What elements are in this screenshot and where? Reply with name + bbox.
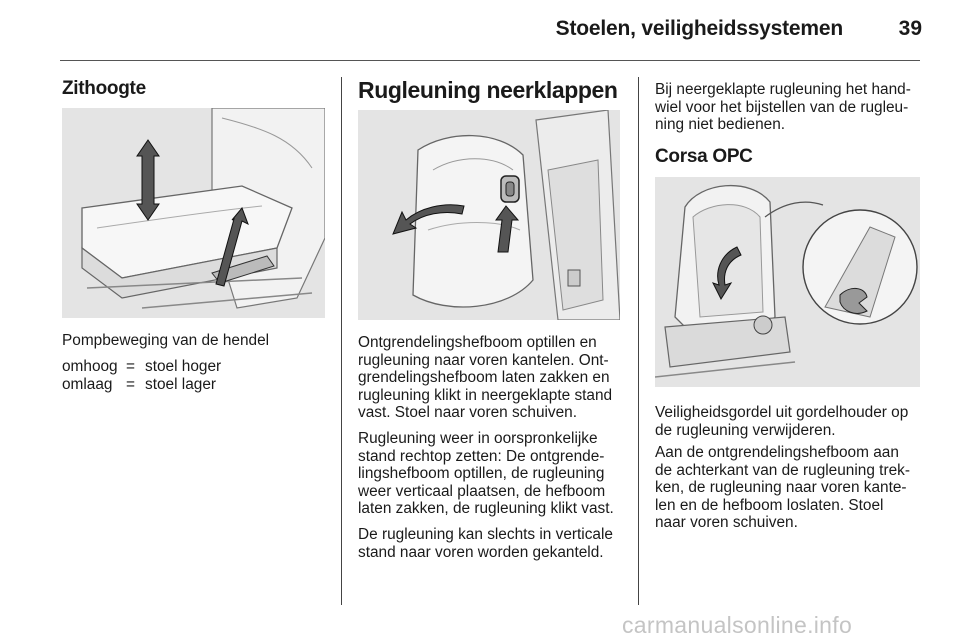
paragraph <box>358 334 612 422</box>
text-line: laten zakken, de rugleuning klikt vast. <box>358 500 614 518</box>
opc-seat-illustration <box>655 177 920 387</box>
header-rule <box>60 60 920 61</box>
paragraph <box>655 404 908 439</box>
page-number: 39 <box>898 17 922 40</box>
definition-row <box>62 358 221 376</box>
definition-desc: stoel hoger <box>145 358 222 375</box>
caption-pump: Pompbeweging van de hendel <box>62 332 270 349</box>
paragraph <box>358 526 613 561</box>
page-header <box>0 17 960 47</box>
heading-zithoogte: Zithoogte <box>62 78 146 99</box>
text-line: vast. Stoel naar voren schuiven. <box>358 404 578 422</box>
text-line: Veiligheidsgordel uit gordelhouder op <box>655 404 909 421</box>
col3-intro <box>655 81 911 134</box>
text-line: stand rechtop zetten: De ontgrende- <box>358 447 605 465</box>
text-line: wiel voor het bijstellen van de rugleu- <box>655 98 909 116</box>
definition-term: omhoog <box>62 358 118 375</box>
column-divider-2 <box>638 77 639 605</box>
definition-row <box>62 376 221 394</box>
definition-sep: = <box>126 375 135 393</box>
heading-rugleuning: Rugleuning neerklappen <box>358 77 618 103</box>
paragraph <box>358 430 614 518</box>
text-line: Ontgrendelingshefboom optillen en <box>358 334 597 351</box>
text-line: rugleuning klikt in neergeklapte stand <box>358 386 613 404</box>
text-line: De rugleuning kan slechts in verticale <box>358 526 613 543</box>
text-line: de rugleuning verwijderen. <box>655 421 836 439</box>
text-line: ken, de rugleuning naar voren kante- <box>655 479 907 497</box>
text-line: ning niet bedienen. <box>655 116 786 134</box>
heading-corsa-opc: Corsa OPC <box>655 146 753 167</box>
text-line: weer verticaal plaatsen, de hefboom <box>358 482 606 500</box>
text-line: Rugleuning weer in oorspronkelijke <box>358 430 598 447</box>
column-divider-1 <box>341 77 342 605</box>
text-line: de achterkant van de rugleuning trek- <box>655 461 910 479</box>
definition-term: omlaag <box>62 375 113 393</box>
text-line: naar voren schuiven. <box>655 514 798 532</box>
text-line: lingshefboom optillen, de rugleuning <box>358 465 605 483</box>
backrest-fold-illustration <box>358 110 620 320</box>
paragraph <box>655 444 910 532</box>
text-line: len en de hefboom loslaten. Stoel <box>655 496 884 514</box>
text-line: grendelingshefboom laten zakken en <box>358 369 610 387</box>
text-line: stand naar voren worden gekanteld. <box>358 543 604 561</box>
definition-desc: stoel lager <box>145 375 217 393</box>
section-title: Stoelen, veiligheidssystemen <box>555 17 843 40</box>
definition-sep: = <box>126 358 135 375</box>
watermark: carmanualsonline.info <box>622 612 853 638</box>
text-line: Bij neergeklapte rugleuning het hand- <box>655 81 911 98</box>
text-line: rugleuning naar voren kantelen. Ont- <box>358 351 609 369</box>
seat-height-illustration <box>62 108 325 318</box>
definition-list <box>62 358 221 393</box>
text-line: Aan de ontgrendelingshefboom aan <box>655 444 899 461</box>
